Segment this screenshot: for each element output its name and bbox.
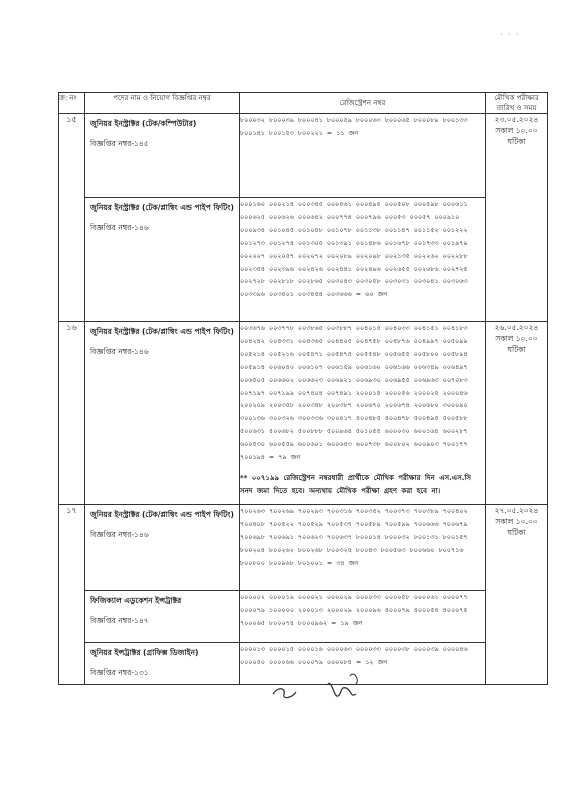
registration-numbers: ০০০১৬০ ০০০২১৪ ০০০৩৪৫ ০০০৪৬১ ০০০৪৯৫ ০০০৫০৮ ০০০৫৯৮ ০০০৬১১ ০০০৬২৫ ০০০৬২৬ ০০০৬৪২ ০০০৭৭৪ ০০০৭৯৬ ০০০৫৩ ০০০৫৭ ০০০৯১০ ০০০৯৩৪ ০০১০৪৫ ০০১০৪৮ ০০১০৭৮ ০০১১৩৮ ০০১১৪৭ ০০১১৫২ ০০১২২২ ০০১২৭৩ ০০১২৭৪ ০০১৩০৫ ০০১৩৯১ ০০১৪৮৬ ০০১৬৭৮ ০০১৭৩৩ ০০১৯৭৯ ০০২০০৭ ০০২০৫৭ ০০২০৭২ ০০২০৮৯ ০০২০৯৮ ০০২১৩৫ ০০২২৬২ ০০২২৮৮ ০০২৩৫৪ ০০২৩৯৬ ০০২৪২৬ ০০২৪৪১ ০০২৪৯৬ ০০২৬৫৫ ০০২৬৮৬ ০০২৭২৫ ০০২৭২৮ ০০২৮১৮ ০০২৮৬৫ ০০৩০৪৩ ০০৩০৫৮ ০০৩০৩১ ০০৩০৪১ ০০৩০৬৩ ০০৩৩৯৬ ০০৩৪০১ ০০৩৪৫৪ ০০৩৬৬৬ = ৬০ জন — [240, 200, 468, 299]
advertisement-number: বিজ্ঞপ্তির নম্বর-১৪৭ — [90, 616, 149, 625]
serial-cell: ১৭ — [59, 505, 85, 685]
post-cell — [85, 591, 240, 643]
date-line: ২৬.০৫.২০২৪ — [494, 323, 539, 332]
header-post: পদের নাম ও নিয়োগ বিজ্ঞপ্তির নম্বর — [85, 93, 240, 114]
post-cell — [85, 643, 240, 685]
registration-numbers: ৭০০২৬৩ ৭০০২৬৯ ৭০০২৯৩ ৭০০৩১৬ ৭০০৩৫২ ৭০০৩৭৩ ৭০০৩৮৯ ৭০০৪০২ ৭০০৪০৮ ৭০০৫২২ ৭০০৫২৯ ৭০০৫৩৭ ৭০০৫৮৯ ৭০০৫৯৯ ৭০০৬৬৬ ৭০০৬৭৯ ৭০০৬৯৮ ৭০০৬৯১ ৭০০৬২৩ ৭০০৬৩৭ ৮০০০১৪ ৮০০০৩২ ৮০০১৩১ ৮০০১৫৭ ৮০০২০৪ ৮০০২৬২ ৮০০২৬৮ ৮০০৩২৫ ৮০০৪৩ ৮০০৫৬৩ ৮০০৬৬০ ৮০০৭১৬ ৮০০৮০০ ৮০০৯৬৮ ৮০১০০১ = ৩৪ জন — [240, 507, 468, 567]
registration-cell — [240, 198, 486, 322]
advertisement-number: বিজ্ঞপ্তির নম্বর-১৩১ — [90, 668, 149, 677]
advertisement-number: বিজ্ঞপ্তির নম্বর-১৪৬ — [90, 347, 149, 356]
post-cell — [85, 198, 240, 322]
date-cell — [486, 505, 548, 685]
post-title: ফিজিক্যাল এডুকেশন ইন্সট্রাক্টর — [90, 596, 182, 605]
registration-numbers: ০০৩৬৭৬ ০০৩৭৭৮ ০০৩৮৬৫ ০০৩৮৮৭ ০০৪০১৫ ০০৪০৩৩ ০০৪১৫১ ০০৪১৮৩ ০০৪২৪২ ০০৪৩৩১ ০০৪৩৬৫ ০০৪৪০৫ ০০৪৭৫৮ ০০৪৮৭৬ ০০৪৯৯৭ ০০৫০৯৯ ০০৫২১৪ ০০৫২১৬ ০০৫৪৭১ ০০৫৪৭৫ ০০৫৫৪৮ ০০৫৬৫৫ ০০৫৮০০ ০০৫৮৯৪ ০০৫৯১৪ ০০৬০৪০ ০০৬১০৭ ০০৬১৫৯ ০০৬১৬০ ০০৬১৬৬ ০০৬৩৪৯ ০০৬৪৯৭ ০০৬৫০৫ ০০৬৬০২ ০০৬৬২৩ ০০৬৯২১ ০০৬৯৩০ ০০৬৯৫৫ ০০৬৯৬৩ ০০৭০৮৩ ০০৭১৯৭ ০০৭১৯৯ ০০৭৪০৪ ০০৭৪৯১ ২০০০১৫ ২০০০৫৬ ২০০০২৫ ২০০০৪৬ ২০০২০৯ ২০০৩৫৮ ২০০৩৪৮ ২০০৩৮৭ ২০০৬৭০ ২০০৬৭৪ ২০০৬৮০ ৩০০০৯০ ৩০০১৩৬ ৩০০৩২৬ ৩০০৩৩৬ ৩০০৪১৭ ৪০০৪৮৫ ৪০০৪৭৮ ৫০০৪৯৫ ৫০০৫৮৮ ৫০০৬৩১ ৫০০৬৮২ ৫০০৮৮৮ ৫০০৯৬৪ ৫০১০৫৫ ৬০০০৩০ ৬০০১৬৪ ৬০০২৮৭ ৬০০৫৩০ ৬০০৫৫৯ ৬০০৬০১ ৬০০৬৪৩ ৬০০৭৩৮ ৬০০৮০২ ৬০০৯০৩ ৭০০১৭৭ ৭০০১৯৪ = ৭৯ জন — [240, 324, 468, 462]
post-title: জুনিয়র ইনস্ট্রাক্টর (টেক/প্লাম্বিং এন্ড পাইপ ফিটিং) — [90, 510, 234, 519]
registration-cell — [240, 322, 486, 505]
registration-table — [58, 92, 548, 685]
serial-cell: ১৬ — [59, 322, 85, 505]
date-cell — [486, 322, 548, 505]
registration-numbers: ৮০০০৩২ ৮০০০৩৯ ৮০০০৪১ ৮০০০৫৯ ৮০০০৬৩ ৮০০০৬৫ ৮০০০৮৯ ৮০০১৩৩ ৮০০১৪১ ৮০০১৫৩ ৮০০২২১ = ১১ জন — [240, 116, 468, 137]
post-cell — [85, 114, 240, 198]
header-date: মৌখিক পরীক্ষার তারিখ ও সময় — [486, 93, 548, 114]
date-line: ঘটিকা — [507, 137, 526, 146]
page-corner-mark: · · · — [500, 30, 520, 40]
table-header-row — [59, 93, 548, 114]
serial-cell: ১৫ — [59, 114, 85, 322]
advertisement-number: বিজ্ঞপ্তির নম্বর-১৪৬ — [90, 223, 149, 232]
registration-cell — [240, 114, 486, 198]
table-row — [59, 505, 548, 591]
advertisement-number: বিজ্ঞপ্তির নম্বর-১৪৬ — [90, 530, 149, 539]
advertisement-number: বিজ্ঞপ্তির নম্বর-১৪৫ — [90, 139, 149, 148]
registration-cell — [240, 591, 486, 643]
post-title: জুনিয়র ইনস্ট্রাক্টর (টেক/প্লাম্বিং এন্ড পাইপ ফিটিং) — [90, 203, 234, 212]
registration-numbers: ০০০০০২ ০০০০১৯ ০০০০২১ ০০০০২৯ ০০০০৩৩ ০০০০৫৮ ০০০০৬১ ০০০০৭৭ ০০০০৭৯ ১০০০০০ ২০০০১৩ ২০০০২৯ ২০০০৯৬ ৪০০০৭৯ ৪০০০৫৪ ৪০০০৭৫ ৭০০০৬৫ ৮০০০৭৪ ৮০০০৯৬২ = ১৯ জন — [240, 593, 468, 627]
signature-mark — [268, 672, 368, 712]
date-line: ঘটিকা — [507, 528, 526, 537]
post-cell — [85, 322, 240, 505]
date-line: সকাল ১০.০০ — [495, 126, 538, 135]
post-title: জুনিয়র ইনস্ট্রাক্টর (টেক/কম্পিউটার) — [90, 119, 197, 128]
table-row — [59, 591, 548, 643]
header-serial: ক্র: নং — [59, 93, 85, 114]
table-row — [59, 114, 548, 198]
post-cell — [85, 505, 240, 591]
registration-numbers: ০০০০১৩ ০০০০১৫ ০০০০১৬ ০০০০৬৩ ০০০০৩৩ ০০০০৩৮ ০০০০৩৯ ০০০০৪৬ ০০০০৫০ ০০০০৬৬ ০০০০৭৯ ০০০০৮৪ = ১২ জন — [240, 645, 468, 666]
date-cell — [486, 114, 548, 322]
registration-note: ** ০০৭১৯৯ রেজিস্ট্রেশন নম্বরধারী প্রার্থীকে মৌখিক পরীক্ষার দিন এস.এস.সি সনদ জমা দিতে হবে। অন্যথায় মৌখিক পরীক্ষা গ্রহণ করা হবে না। — [240, 473, 472, 495]
post-title: জুনিয়র ইনস্ট্রাক্টর (টেক/প্লাম্বিং এন্ড পাইপ ফিটিং) — [90, 327, 234, 336]
date-line: সকাল ১০.০০ — [495, 334, 538, 343]
date-line: ২৩.০৫.২০২৪ — [494, 115, 539, 124]
registration-cell — [240, 505, 486, 591]
header-registration: রেজিস্ট্রেশন নম্বর — [240, 93, 486, 114]
date-line: ২৭.০৫.২০২৪ — [494, 506, 539, 515]
table-row — [59, 322, 548, 505]
post-title: জুনিয়র ইন্সট্রাক্টর (গ্রাফিক্স ডিজাইন) — [90, 648, 199, 657]
date-line: ঘটিকা — [507, 345, 526, 354]
date-line: সকাল ১০.০০ — [495, 517, 538, 526]
table-row — [59, 198, 548, 322]
